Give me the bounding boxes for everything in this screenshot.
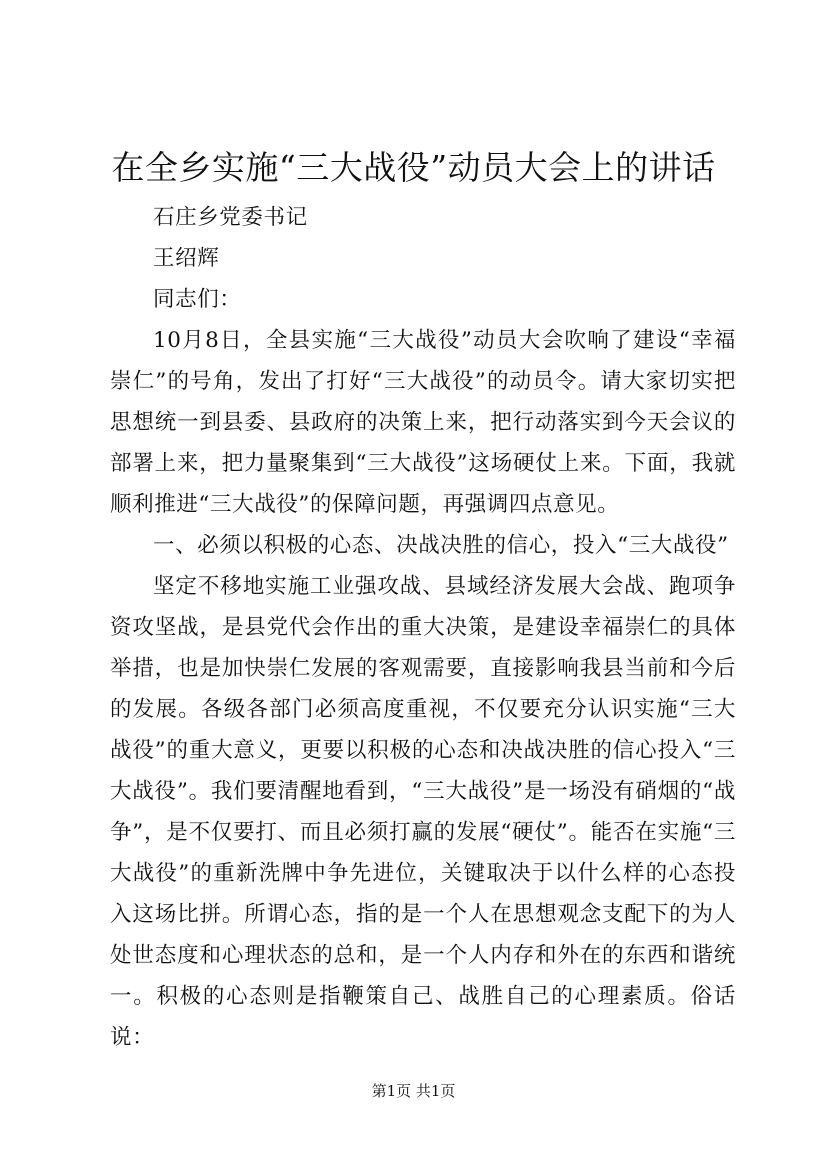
paragraph: 坚定不移地实施工业强攻战、县域经济发展大会战、跑项争资攻坚战，是县党代会作出的重大决策，是建设幸福崇仁的具体举措，也是加快崇仁发展的客观需要，直接影响我县当前和今后的发展。各级各部门必须高度重视，不仅要充分认识实施“三大战役”的重大意义，更要以积极的心态和决战决胜的信心投入“三大战役”。我们要清醒地看到，“三大战役”是一场没有硝烟的“战争”，是不仅要打、而且必须打赢的发展“硬仗”。能否在实施“三大战役”的重新洗牌中争先进位，关键取决于以什么样的心态投入这场比拼。所谓心态，指的是一个人在思想观念支配下的为人处世态度和心理状态的总和，是一个人内存和外在的东西和谐统一。积极的心态则是指鞭策自己、战胜自己的心理素质。俗话说： [110,574,736,1050]
salutation: 同志们： [153,287,242,312]
author-role: 石庄乡党委书记 [153,205,308,230]
page-number: 第1页 共1页 [371,1082,456,1100]
author-name: 王绍辉 [153,246,220,271]
section-heading: 一、必须以积极的心态、决战决胜的信心，投入“三大战役” [153,533,729,558]
page-title: 在全乡实施“三大战役”动员大会上的讲话 [111,148,716,187]
document-body [110,197,736,1058]
paragraph: 10月8日，全县实施“三大战役”动员大会吹响了建设“幸福崇仁”的号角，发出了打好“三大战役”的动员令。请大家切实把思想统一到县委、县政府的决策上来，把行动落实到今天会议的部署上来，把力量聚集到“三大战役”这场硬仗上来。下面，我就顺利推进“三大战役”的保障问题，再强调四点意见。 [110,328,736,517]
